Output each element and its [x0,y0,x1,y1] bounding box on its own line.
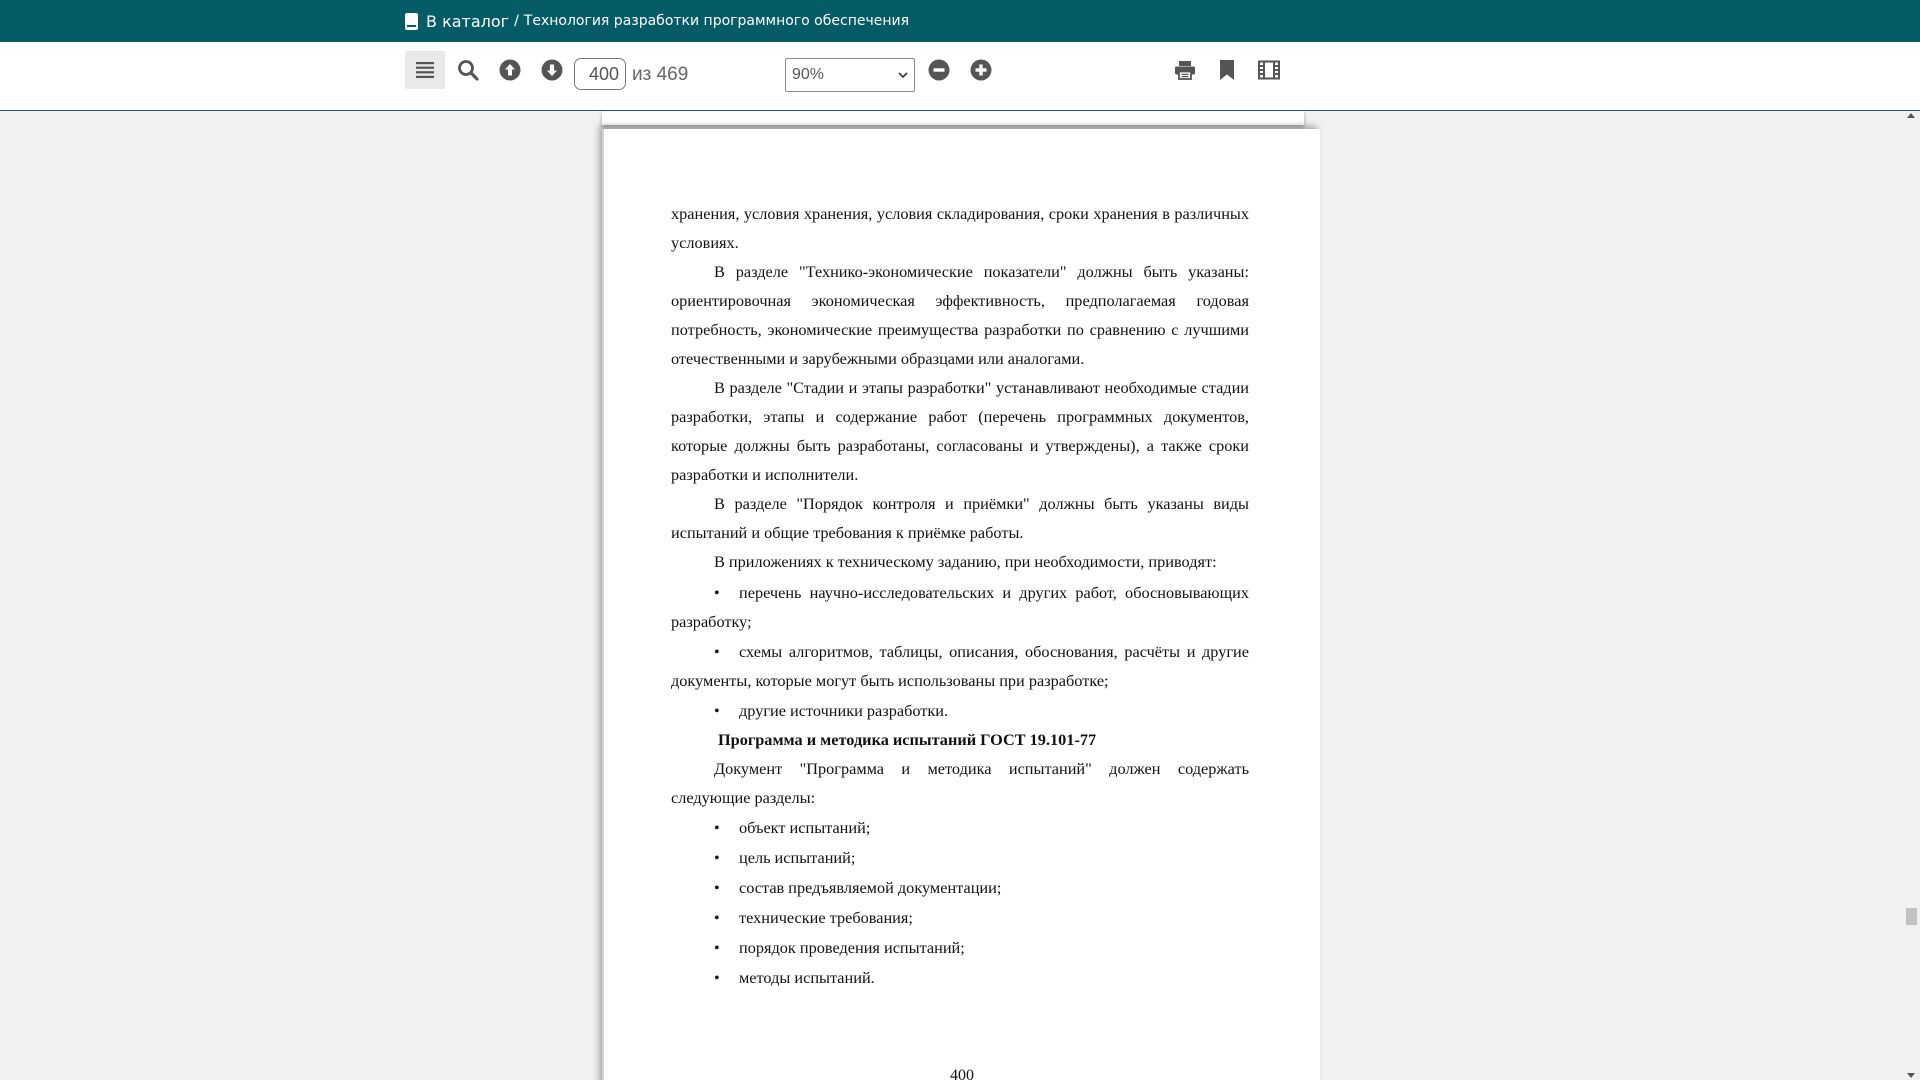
bullet: • [714,908,720,927]
sections-list [671,813,1249,993]
paragraph: В разделе "Технико-экономические показатели" должны быть указаны: ориентировочная экономическая эффективность, предполагаемая годовая потребность, экономические преимущества разработки по сравнению с лучшими отечественными и зарубежными образцами или аналогами. [671,262,1249,368]
list-item: • технические требования; [671,903,1249,933]
vertical-scrollbar[interactable] [1903,111,1920,1080]
top-bar [0,0,1920,42]
bullet: • [714,701,720,720]
scroll-down-arrow-icon[interactable] [1907,1073,1915,1078]
list-item: • объект испытаний; [671,813,1249,843]
list-item: • порядок проведения испытаний; [671,933,1249,963]
paragraph: В разделе "Порядок контроля и приёмки" должны быть указаны виды испытаний и общие требования к приёмке работы. [671,494,1249,542]
section-heading: Программа и методика испытаний ГОСТ 19.101-77 [718,730,1097,749]
book-title: Технология разработки программного обеспечения [523,13,910,29]
breadcrumb-separator: / [514,13,519,29]
arrow-up-circle-icon [499,59,521,81]
bullet: • [714,968,720,987]
bullet: • [714,938,720,957]
zoom-value: 90% [792,66,825,83]
document-viewport[interactable] [0,111,1920,1080]
paragraph: В разделе "Стадии и этапы разработки" устанавливают необходимые стадии разработки, этапы и содержание работ (перечень программных документов, которые должны быть разработаны, согласованы и утверждены), а также сроки разработки и исполнители. [671,378,1249,484]
list-item: • цель испытаний; [671,843,1249,873]
zoom-in-button[interactable] [961,51,1001,89]
zoom-select[interactable] [785,58,915,92]
search-icon [457,59,479,81]
previous-page-button[interactable] [490,51,530,89]
chevron-down-icon [898,72,908,79]
scroll-thumb[interactable] [1906,908,1917,925]
document-page [602,129,1320,1080]
presentation-mode-button[interactable] [1249,51,1289,89]
paragraph: В приложениях к техническому заданию, при необходимости, приводят: [714,552,1217,571]
arrow-down-circle-icon [541,59,563,81]
page-number-input[interactable] [574,58,626,90]
previous-page-edge [602,111,1304,125]
bullet: • [714,642,720,661]
bullet: • [714,818,720,837]
search-button[interactable] [448,51,488,89]
list-item: • схемы алгоритмов, таблицы, описания, обоснования, расчёты и другие документы, которые могут быть использованы при разработке; [671,637,1249,695]
page-total-label: из 469 [632,64,689,85]
bookmark-icon [1219,59,1235,81]
paragraph: Документ "Программа и методика испытаний" должен содержать следующие разделы: [671,759,1249,807]
viewer-toolbar [0,42,1920,111]
plus-circle-icon [970,59,992,81]
zoom-out-button[interactable] [919,51,959,89]
list-item: • другие источники разработки. [671,696,1249,725]
back-to-catalog-link[interactable]: В каталог [426,11,510,31]
bullet: • [714,878,720,897]
minus-circle-icon [928,59,950,81]
paragraph: хранения, условия хранения, условия складирования, сроки хранения в различных условиях. [671,204,1249,252]
scroll-up-arrow-icon[interactable] [1907,113,1915,118]
appendix-list [671,578,1249,725]
page-number-footer: 400 [950,1067,974,1080]
bullet: • [714,583,720,602]
page-content [671,199,1249,993]
bookmark-button[interactable] [1207,51,1247,89]
print-button[interactable] [1165,51,1205,89]
book-icon [405,13,418,30]
list-item: • перечень научно-исследовательских и других работ, обосновывающих разработку; [671,578,1249,636]
list-item: • методы испытаний. [671,963,1249,993]
bullet: • [714,848,720,867]
film-icon [1258,60,1280,80]
toggle-sidebar-button[interactable] [405,51,445,89]
breadcrumb [405,0,909,42]
next-page-button[interactable] [532,51,572,89]
printer-icon [1174,60,1196,80]
list-item: • состав предъявляемой документации; [671,873,1249,903]
menu-icon [415,61,435,79]
